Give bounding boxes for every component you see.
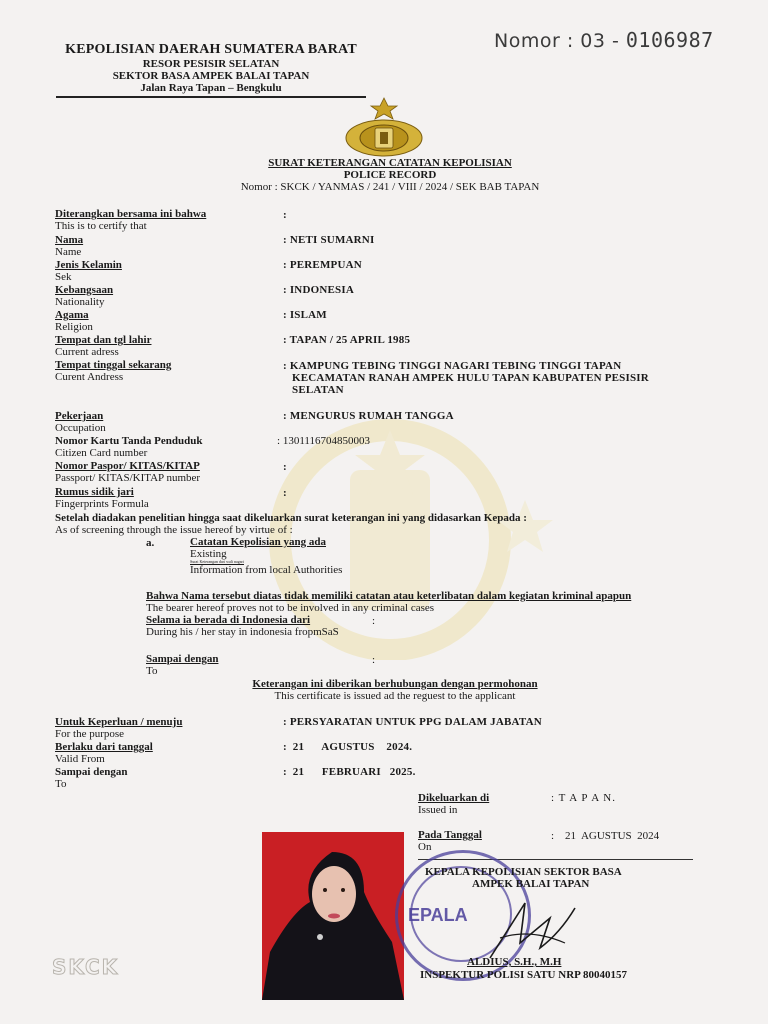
purpose-note	[160, 678, 630, 702]
field-value-sex: : PEREMPUAN	[283, 259, 362, 271]
purpose-row	[55, 716, 182, 740]
field-value-address: : KAMPUNG TEBING TINGGI NAGARI TEBING TINGGI TAPAN KECAMATAN RANAH AMPEK HULU TAPAN KABUPATEN PESISIR SELATAN	[283, 360, 649, 396]
valid-until-row	[55, 766, 127, 790]
header-rule	[56, 96, 366, 98]
field-value-religion: : ISLAM	[283, 309, 327, 321]
document-title-block	[180, 157, 600, 193]
field-row	[55, 208, 206, 232]
field-value-nik: : 1301116704850003	[277, 435, 370, 447]
field-sublabel: Religion	[55, 321, 93, 333]
document-number-label: Nomor : 03 -	[494, 30, 620, 52]
screening-item-sub: Existing	[190, 548, 227, 560]
applicant-photo	[262, 832, 404, 1000]
field-row	[55, 309, 93, 333]
signatory-rank: INSPEKTUR POLISI SATU NRP 80040157	[420, 969, 627, 981]
stay-colon: :	[372, 615, 376, 627]
purpose-note-en: This certificate is issued ad the reguest to the applicant	[274, 690, 516, 702]
field-label: Tempat dan tgl lahir	[55, 334, 152, 346]
field-label: Pekerjaan	[55, 410, 104, 422]
skck-watermark: SKCK	[52, 955, 120, 979]
until-block	[146, 653, 218, 677]
screening-line-id: Setelah diadakan penelitian hingga saat dikeluarkan surat keterangan ini yang didasarkan Kepada :	[55, 512, 527, 524]
field-sublabel: Name	[55, 246, 82, 258]
police-emblem	[342, 96, 426, 158]
field-sublabel: Fingerprints Formula	[55, 498, 149, 510]
screening-item-letter: a.	[146, 537, 155, 549]
official-stamp-text: EPALA	[408, 905, 468, 925]
issued-date-label: Pada Tanggal	[418, 829, 482, 841]
issued-place-sublabel: Issued in	[418, 804, 458, 816]
valid-from-row	[55, 741, 153, 765]
statement-line-en: The bearer hereof proves not to be involved in any criminal cases	[146, 602, 435, 614]
field-sublabel: Nationality	[55, 296, 105, 308]
field-row	[55, 234, 83, 258]
screening-line-en: As of screening through the issue hereof by virtue of :	[55, 524, 293, 536]
document-number	[494, 28, 714, 52]
statement-line-id: Bahwa Nama tersebut diatas tidak memiliki catatan atau keterlibatan dalam kegiatan kriminal apapun	[146, 590, 632, 602]
purpose-label: Untuk Keperluan / menuju	[55, 716, 183, 728]
field-value-name: : NETI SUMARNI	[283, 234, 375, 246]
field-label: Rumus sidik jari	[55, 486, 134, 498]
valid-until-sublabel: To	[55, 778, 67, 790]
document-reference-number: Nomor : SKCK / YANMAS / 241 / VIII / 2024 / SEK BAB TAPAN	[240, 181, 540, 193]
purpose-sublabel: For the purpose	[55, 728, 125, 740]
field-row	[55, 410, 106, 434]
valid-from-label: Berlaku dari tanggal	[55, 741, 153, 753]
field-row	[55, 259, 122, 283]
header-line-2: RESOR PESISIR SELATAN	[142, 58, 280, 70]
document-subtitle: POLICE RECORD	[343, 169, 437, 181]
header-line-4: Jalan Raya Tapan – Bengkulu	[140, 82, 282, 94]
field-sublabel: Passport/ KITAS/KITAP number	[55, 472, 201, 484]
issued-date-sublabel: On	[418, 841, 432, 853]
screening-item-source: Information from local Authorities	[190, 564, 343, 576]
signature-title-2: AMPEK BALAI TAPAN	[472, 878, 590, 890]
purpose-value: : PERSYARATAN UNTUK PPG DALAM JABATAN	[283, 716, 542, 728]
screening-item	[190, 536, 342, 576]
field-sublabel: Citizen Card number	[55, 447, 148, 459]
field-sublabel: Curent Andress	[55, 371, 124, 383]
purpose-note-id: Keterangan ini diberikan berhubungan dengan permohonan	[252, 678, 538, 690]
stay-label: Selama ia berada di Indonesia dari	[146, 614, 311, 626]
issued-date-block	[418, 829, 482, 853]
field-row	[55, 284, 113, 308]
screening-block	[55, 512, 735, 536]
field-colon: :	[283, 461, 287, 473]
document-title: SURAT KETERANGAN CATATAN KEPOLISIAN	[268, 157, 512, 169]
until-colon: :	[372, 654, 376, 666]
field-sublabel: This is to certify that	[55, 220, 147, 232]
field-label: Nama	[55, 234, 84, 246]
field-label: Diterangkan bersama ini bahwa	[55, 208, 207, 220]
field-label: Kebangsaan	[55, 284, 114, 296]
field-row	[55, 486, 149, 510]
issued-place-value: : T A P A N.	[551, 792, 616, 804]
field-value-birth: : TAPAN / 25 APRIL 1985	[283, 334, 411, 346]
field-row	[55, 334, 151, 358]
signature-title-1: KEPALA KEPOLISIAN SEKTOR BASA	[425, 866, 622, 878]
screening-item-label: Catatan Kepolisian yang ada	[190, 536, 326, 548]
until-label: Sampai dengan	[146, 653, 219, 665]
field-colon: :	[283, 209, 287, 221]
field-row	[55, 460, 200, 484]
field-sublabel: Occupation	[55, 422, 106, 434]
field-sublabel: Current adress	[55, 346, 119, 358]
field-label: Nomor Kartu Tanda Penduduk	[55, 435, 203, 447]
signatory-name: ALDIUS, S.H., M.H	[467, 956, 562, 968]
field-label: Agama	[55, 309, 89, 321]
agency-header	[56, 42, 366, 98]
field-value-nationality: : INDONESIA	[283, 284, 354, 296]
field-colon: :	[283, 487, 287, 499]
issued-date-value: : 21 AGUSTUS 2024	[551, 830, 660, 842]
valid-from-value: : 21 AGUSTUS 2024.	[283, 741, 413, 753]
field-label: Jenis Kelamin	[55, 259, 122, 271]
field-label: Tempat tinggal sekarang	[55, 359, 172, 371]
field-sublabel: Sek	[55, 271, 72, 283]
field-row	[55, 435, 202, 459]
statement-block	[146, 590, 746, 638]
field-value-occupation: : MENGURUS RUMAH TANGGA	[283, 410, 454, 422]
issued-place-block	[418, 792, 489, 816]
stay-sublabel: During his / her stay in indonesia fropmSaS	[146, 626, 339, 638]
document-number-value: 0106987	[625, 28, 714, 52]
header-line-3: SEKTOR BASA AMPEK BALAI TAPAN	[112, 70, 310, 82]
issued-place-label: Dikeluarkan di	[418, 792, 490, 804]
signature-title-block	[425, 866, 705, 890]
valid-until-value: : 21 FEBRUARI 2025.	[283, 766, 416, 778]
valid-until-label: Sampai dengan	[55, 766, 128, 778]
until-sublabel: To	[146, 665, 158, 677]
screening-item-tiny: Surat Keterangan dari wali nagari	[190, 559, 244, 564]
applicant-photo-figure	[262, 832, 404, 1000]
field-row	[55, 359, 171, 383]
valid-from-sublabel: Valid From	[55, 753, 105, 765]
header-line-1: KEPOLISIAN DAERAH SUMATERA BARAT	[65, 42, 357, 57]
field-label: Nomor Paspor/ KITAS/KITAP	[55, 460, 200, 472]
